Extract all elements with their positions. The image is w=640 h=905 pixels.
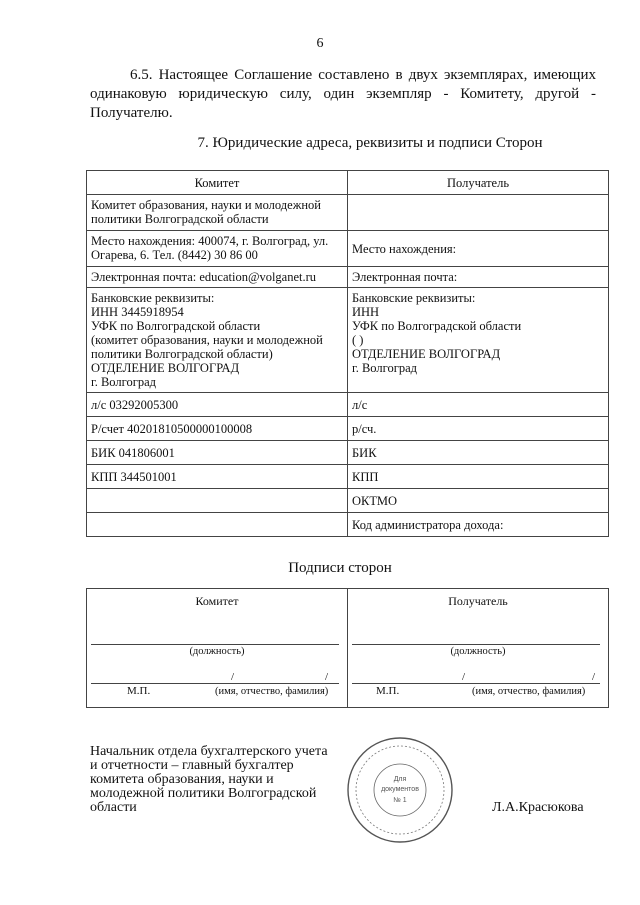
signature-cell-recipient (348, 589, 609, 708)
cell-recipient-oktmo: ОКТМО (348, 489, 609, 513)
cell-recipient-email: Электронная почта: (348, 267, 609, 288)
cell-committee-email: Электронная почта: education@volganet.ru (87, 267, 348, 288)
cell-committee-address: Место нахождения: 400074, г. Волгоград, ул. Огарева, 6. Тел. (8442) 30 86 00 (87, 231, 348, 267)
cell-recipient-bik: БИК (348, 441, 609, 465)
signatures-table (86, 588, 609, 708)
cell-recipient-name (348, 195, 609, 231)
table-row (87, 393, 609, 417)
signature-header-recipient: Получатель (448, 594, 508, 608)
signatory-title: Начальник отдела бухгалтерского учета и отчетности – главный бухгалтер комитета образования, науки и молодежной политики Волгоградской области (90, 744, 328, 815)
stamp-place-label: М.П. (127, 685, 151, 697)
header-recipient: Получатель (348, 171, 609, 195)
section-title: 7. Юридические адреса, реквизиты и подписи Сторон (197, 135, 543, 151)
table-row (87, 231, 609, 267)
cell-recipient-account: р/сч. (348, 417, 609, 441)
table-row (87, 513, 609, 537)
cell-recipient-bank: Банковские реквизиты: ИНН УФК по Волгоградской области ( ) ОТДЕЛЕНИЕ ВОЛГОГРАД г. Волгоград (348, 288, 609, 393)
slash-mark: / (325, 671, 329, 683)
cell-recipient-kpp: КПП (348, 465, 609, 489)
cell-committee-bank: Банковские реквизиты: ИНН 3445918954 УФК по Волгоградской области (комитет образования, науки и молодежной политики Волгоградской области) ОТДЕЛЕНИЕ ВОЛГОГРАД г. Волгоград (87, 288, 348, 393)
cell-committee-ls: л/с 03292005300 (87, 393, 348, 417)
position-caption: (должность) (189, 646, 245, 657)
table-row (87, 267, 609, 288)
svg-text:документов: документов (381, 786, 419, 793)
table-row (87, 465, 609, 489)
cell-committee-admin-code (87, 513, 348, 537)
table-row (87, 288, 609, 393)
signatory-name: Л.А.Красюкова (492, 800, 584, 815)
requisites-table (86, 170, 609, 537)
fio-caption: (имя, отчество, фамилия) (472, 686, 586, 697)
slash-mark: / (592, 671, 596, 683)
round-stamp (345, 735, 455, 845)
cell-recipient-ls: л/с (348, 393, 609, 417)
cell-committee-bik: БИК 041806001 (87, 441, 348, 465)
cell-committee-oktmo (87, 489, 348, 513)
svg-text:Для: Для (393, 776, 407, 783)
fio-caption: (имя, отчество, фамилия) (215, 686, 329, 697)
table-row (87, 489, 609, 513)
signature-line (352, 683, 600, 684)
signature-header-committee: Комитет (195, 594, 239, 608)
cell-committee-kpp: КПП 344501001 (87, 465, 348, 489)
header-committee: Комитет (87, 171, 348, 195)
page-number: 6 (316, 36, 324, 51)
signature-line (91, 683, 339, 684)
table-row (87, 195, 609, 231)
signatures-title: Подписи сторон (288, 560, 392, 576)
slash-mark: / (231, 671, 235, 683)
signature-cell-committee (87, 589, 348, 708)
svg-text:№ 1: № 1 (393, 797, 407, 804)
position-line (91, 644, 339, 645)
cell-recipient-admin-code: Код администратора дохода: (348, 513, 609, 537)
table-row (87, 441, 609, 465)
agreement-paragraph: 6.5. Настоящее Соглашение составлено в двух экземплярах, имеющих одинаковую юридическую силу, один экземпляр - Комитету, другой - Получателю. (90, 67, 596, 121)
position-line (352, 644, 600, 645)
stamp-place-label: М.П. (376, 685, 400, 697)
table-row (87, 417, 609, 441)
position-caption: (должность) (450, 646, 506, 657)
cell-recipient-address: Место нахождения: (348, 231, 609, 267)
cell-committee-name: Комитет образования, науки и молодежной политики Волгоградской области (87, 195, 348, 231)
cell-committee-account: Р/счет 40201810500000100008 (87, 417, 348, 441)
table-header-row (87, 171, 609, 195)
slash-mark: / (462, 671, 466, 683)
